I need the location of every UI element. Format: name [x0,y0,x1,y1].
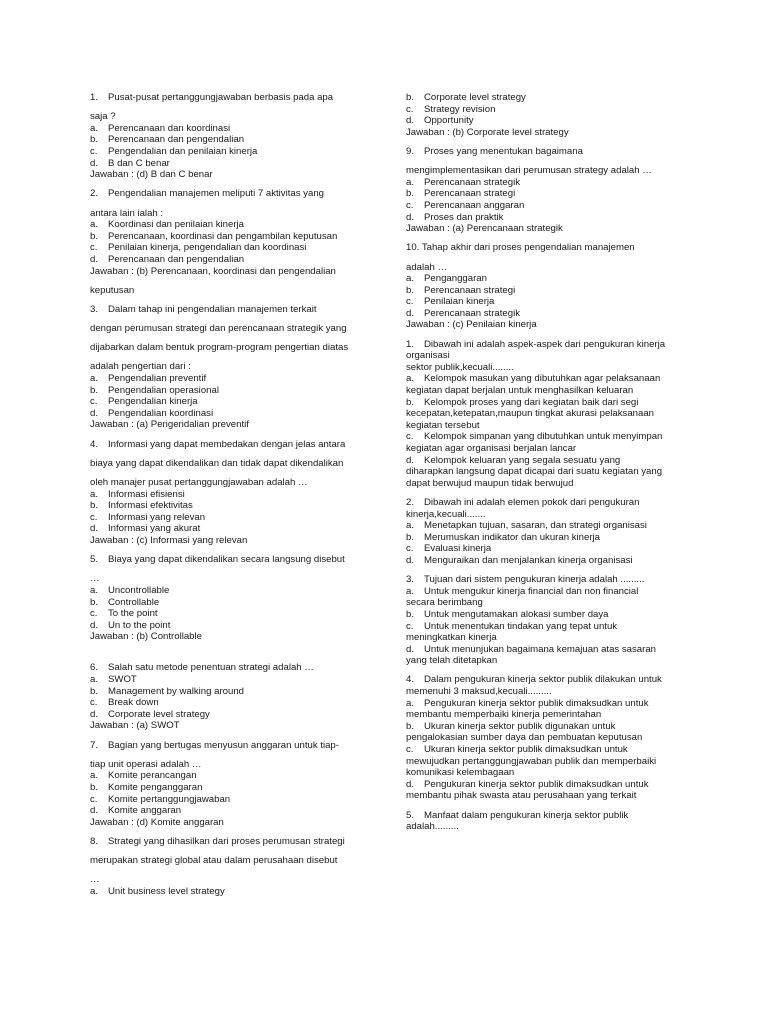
option-text: Menguraikan dan menjalankan kinerja organisasi [424,554,633,566]
option-letter: a. [406,697,415,709]
answer-option [406,543,706,555]
text-line: Jawaban : (b) Perencanaan, koordinasi dan pengendalian [90,265,336,277]
spacer [90,751,380,759]
text-line: tiap unit operasi adalah … [90,758,202,770]
text-line: membantu pihak swasta atau perusahaan yang terkait [406,790,637,802]
option-letter: b. [90,134,99,146]
option-letter: c. [90,242,98,254]
option-text: Informasi yang akurat [108,523,201,535]
option-letter: a. [90,122,99,134]
spacer [406,138,706,146]
question-number: 1. [406,338,415,350]
answer-option [90,146,380,158]
text-line: pengalokasian sumber daya dan pembuatan keputusan [406,732,643,744]
option-text: Controllable [108,596,160,608]
question-line [90,188,380,200]
answer-option [406,212,706,224]
answer-option [406,455,706,467]
text-line: kecepatan,ketepatan,maupun tingkat akurasi pelaksanaan [406,408,655,420]
answer-option [406,104,706,116]
question-number: 7. [90,739,99,751]
right-column [406,92,706,833]
option-text: Perencanaan strategi [424,188,516,200]
text-line: sektor publik,kecuali........ [406,361,514,373]
option-letter: b. [90,685,99,697]
option-text: To the point [108,608,158,620]
text-line: Jawaban : (c) Penilaian kinerja [406,319,537,331]
text-line: kinerja,kecuali....... [406,508,486,520]
option-letter: b. [406,720,415,732]
option-letter: d. [90,407,99,419]
answer-option [406,200,706,212]
spacer [90,547,380,555]
answer-option [90,523,380,535]
answer-option [406,698,706,710]
answer-option [90,674,380,686]
question-line [406,674,706,686]
option-text: Perencanaan strategik [424,176,520,188]
answer-option [90,158,380,170]
question-number: 4. [90,438,99,450]
question-number: 3. [406,574,415,586]
answer-option [406,609,706,621]
spacer [90,828,380,836]
option-letter: d. [406,643,415,655]
spacer [90,315,380,323]
spacer [90,181,380,189]
question-text: Informasi yang dapat membedakan dengan jelas antara [108,438,346,450]
option-letter: b. [406,188,415,200]
answer-option [406,92,706,104]
answer-option [90,686,380,698]
answer-option [90,489,380,501]
option-letter: a. [90,885,99,897]
answer-option [90,709,380,721]
text-line: Jawaban : (c) Informasi yang relevan [90,534,248,546]
option-letter: a. [406,373,415,385]
spacer [90,655,380,663]
option-text: Corporate level strategy [108,708,210,720]
answer-option [90,512,380,524]
option-letter: d. [406,778,415,790]
option-text: Pengendalian operasional [108,384,219,396]
option-text: Proses dan praktik [424,211,504,223]
answer-option [90,231,380,243]
answer-option [406,397,706,409]
option-text: Koordinasi dan penilaian kinerja [108,219,245,231]
spacer [90,450,380,458]
text-line: kegiatan dapat berjalan untuk menghasilkan keluaran [406,385,634,397]
option-letter: c. [90,396,98,408]
question-text: Pengendalian manajemen meliputi 7 aktivitas yang [108,188,324,200]
text-line: Jawaban : (b) Controllable [90,631,202,643]
question-number: 5. [406,809,415,821]
option-text: Komite anggaran [108,805,182,817]
text-line: kegiatan agar organisasi berjalan lancar [406,443,577,454]
answer-option [406,586,706,598]
question-text: Manfaat dalam pengukuran kinerja sektor publik [424,809,629,821]
question-number: 9. [406,145,415,157]
text-line: membantu memperbaiki kinerja pemerintahan [406,709,602,721]
question-line [406,574,706,586]
option-letter: a. [406,585,415,597]
question-text: Bagian yang bertugas menyusun anggaran untuk tiap- [108,739,339,751]
option-text: Menetapkan tujuan, sasaran, dan strategi organisasi [424,520,647,532]
spacer [90,200,380,208]
answer-option [90,794,380,806]
text-line: Jawaban : (a) SWOT [90,720,180,732]
option-text: Perencanaan dan pengendalian [108,253,245,265]
text-line: kegiatan tersebut [406,419,480,431]
text-line: merupakan strategi global atau dalam perusahaan disebut [90,855,338,867]
option-text: Informasi efektivitas [108,500,193,512]
option-letter: c. [406,296,414,308]
option-letter: c. [90,145,98,157]
question-number: 2. [90,188,99,200]
left-column [90,92,380,898]
answer-option [406,744,706,756]
text-line: Jawaban : (d) B dan C benar [90,169,213,181]
option-text: Penganggaran [424,273,487,285]
option-text: B dan C benar [108,157,170,169]
text-line: memenuhi 3 maksud,kecuali......... [406,686,552,698]
text-line: 10. Tahap akhir dari proses pengendalian manajemen [406,242,635,254]
option-letter: c. [90,697,98,709]
option-letter: a. [90,584,99,596]
option-letter: b. [406,608,415,620]
spacer [90,867,380,875]
spacer [406,567,706,575]
answer-option [90,134,380,146]
text-line: antara lain ialah : [90,207,164,219]
spacer [90,431,380,439]
text-line: oleh manajer pusat pertanggungjawaban adalah … [90,476,308,488]
text-line: … [90,874,100,886]
option-text: Untuk menentukan tindakan yang tepat untuk [424,620,618,632]
option-letter: c. [90,511,98,523]
option-text: Kelompok masukan yang dibutuhkan agar pelaksanaan [424,373,661,385]
question-number: 3. [90,303,99,315]
spacer [90,277,380,285]
spacer [90,848,380,856]
text-line: secara berimbang [406,597,483,609]
option-text: Penilaian kinerja, pengendalian dan koordinasi [108,242,307,254]
spacer [90,354,380,362]
option-text: Uncontrollable [108,584,170,596]
answer-option [90,242,380,254]
option-letter: b. [406,92,415,103]
option-letter: a. [90,373,99,385]
answer-option [406,188,706,200]
answer-option [406,296,706,308]
answer-option [406,555,706,567]
option-letter: b. [90,782,99,793]
option-letter: a. [90,488,99,500]
option-letter: b. [90,596,99,608]
option-letter: d. [406,211,415,223]
question-line [90,304,380,316]
spacer [406,667,706,675]
question-text: Proses yang menentukan bagaimana [424,145,583,157]
option-text: Unit business level strategy [108,885,225,897]
answer-option [90,396,380,408]
spacer [406,489,706,497]
question-line [90,92,380,104]
spacer [90,104,380,112]
option-letter: b. [406,284,415,296]
question-number: 5. [90,554,99,566]
text-line: diharapkan langsung dapat dicapai dari suatu kegiatan yang [406,466,663,478]
question-text: Strategi yang dihasilkan dari proses perumusan strategi [108,835,345,847]
text-line: keputusan [90,284,135,296]
option-text: Informasi efisiensi [108,488,185,500]
option-letter: b. [406,396,415,408]
option-text: Untuk menunjukan bagaimana kemajuan atas sasaran [424,643,656,655]
question-text: Salah satu metode penentuan strategi adalah … [108,662,314,674]
option-letter: d. [90,619,99,631]
spacer [90,732,380,740]
question-text: Dalam tahap ini pengendalian manajemen terkait [108,303,317,315]
option-text: Pengendalian koordinasi [108,407,214,419]
option-letter: c. [406,543,414,555]
spacer [406,254,706,262]
option-letter: d. [90,523,99,535]
option-letter: c. [90,608,98,620]
option-text: Management by walking around [108,685,244,697]
spacer [406,235,706,243]
option-text: Ukuran kinerja sektor publik digunakan untuk [424,720,616,732]
option-text: Pengendalian preventif [108,373,207,385]
option-text: Pengendalian dan penilaian kinerja [108,145,258,157]
question-line [90,439,380,451]
spacer [90,566,380,574]
answer-option [406,520,706,532]
answer-option [406,373,706,385]
answer-option [406,273,706,285]
question-text: Pusat-pusat pertanggungjawaban berbasis pada apa [108,92,334,103]
question-line [90,836,380,848]
text-line: … [90,573,100,585]
answer-option [90,500,380,512]
answer-option [406,308,706,320]
answer-option [406,177,706,189]
answer-option [90,886,380,898]
answer-option [90,373,380,385]
answer-option [90,385,380,397]
text-line: adalah pengertian dari : [90,361,191,373]
option-letter: c. [406,103,414,115]
text-line: dapat berwujud maupun tidak berwujud [406,477,574,489]
option-text: Kelompok keluaran yang segala sesuatu yang [424,454,621,466]
question-number: 8. [90,835,99,847]
option-letter: a. [90,219,99,231]
option-text: Perencanaan dan koordinasi [108,122,231,134]
text-line: biaya yang dapat dikendalikan dan tidak dapat dikendalikan [90,457,344,469]
answer-option [90,620,380,632]
option-letter: d. [90,805,99,817]
question-number: 4. [406,674,415,686]
question-line [90,554,380,566]
question-number: 6. [90,662,99,674]
option-text: Pengukuran kinerja sektor publik dimaksudkan untuk [424,778,649,790]
answer-option [406,285,706,297]
option-text: Perencanaan dan pengendalian [108,134,245,146]
option-letter: d. [406,454,415,466]
answer-option [406,621,706,633]
option-text: Perencanaan strategi [424,284,516,296]
text-line: dengan perumusan strategi dan perencanaan strategik yang [90,323,347,335]
option-text: Opportunity [424,115,474,127]
option-letter: c. [406,620,414,632]
spacer [90,296,380,304]
option-text: Corporate level strategy [424,92,526,103]
option-letter: d. [406,554,415,566]
answer-option [406,115,706,127]
answer-option [406,431,706,443]
option-text: Kelompok proses yang dari kegiatan baik dari segi [424,396,639,408]
question-line [406,810,706,822]
option-text: SWOT [108,674,137,686]
option-text: Perencanaan anggaran [424,199,525,211]
option-text: Informasi yang relevan [108,511,206,523]
option-text: Perencanaan strategik [424,307,520,319]
text-line: Jawaban : (a) Pengendalian preventif [90,419,249,431]
answer-option [90,597,380,609]
option-letter: b. [90,500,99,512]
answer-option [90,585,380,597]
question-text: Biaya yang dapat dikendalikan secara langsung disebut [108,554,345,566]
question-line [406,497,706,509]
option-letter: a. [406,176,415,188]
option-text: Komite pertanggungjawaban [108,793,231,805]
question-number: 1. [90,92,99,103]
text-line: Jawaban : (d) Komite anggaran [90,816,224,828]
answer-option [90,219,380,231]
answer-option [406,644,706,656]
answer-option [90,608,380,620]
option-letter: c. [406,744,414,756]
question-line [406,146,706,158]
option-text: Untuk mengukur kinerja financial dan non financial [424,585,639,597]
spacer [406,158,706,166]
spacer [406,802,706,810]
question-text: Dalam pengukuran kinerja sektor publik dilakukan untuk [424,674,662,686]
question-line [406,339,706,351]
option-text: Un to the point [108,619,171,631]
option-letter: d. [90,253,99,265]
question-text: Dibawah ini adalah elemen pokok dari pengukuran [424,496,640,508]
answer-option [90,408,380,420]
text-line: Jawaban : (b) Corporate level strategy [406,126,569,138]
option-text: Komite perancangan [108,770,197,782]
answer-option [406,721,706,733]
answer-option [90,805,380,817]
text-line: mengimplementasikan dari perumusan strategy adalah … [406,165,652,177]
spacer [90,469,380,477]
spacer [90,643,380,655]
option-letter: a. [90,674,99,686]
answer-option [90,770,380,782]
option-text: Ukuran kinerja sektor publik dimaksudkan untuk [424,744,628,756]
option-text: Pengendalian kinerja [108,396,198,408]
option-letter: d. [406,307,415,319]
answer-option [406,532,706,544]
option-letter: c. [406,199,414,211]
spacer [90,335,380,343]
question-line [90,662,380,674]
text-line: saja ? [90,111,116,123]
text-line: komunikasi kelembagaan [406,767,515,779]
option-text: Kelompok simpanan yang dibutuhkan untuk menyimpan [424,431,663,443]
text-line: Jawaban : (a) Perencanaan strategik [406,223,563,235]
question-text: Tujuan dari sistem pengukuran kinerja adalah ......... [424,574,645,586]
option-letter: b. [406,531,415,543]
option-letter: b. [90,230,99,242]
question-number: 2. [406,496,415,508]
answer-option [406,779,706,791]
option-text: Komite penganggaran [108,782,203,793]
answer-option [90,254,380,266]
option-text: Strategy revision [424,103,496,115]
text-line: meningkatkan kinerja [406,632,497,644]
question-text: Dibawah ini adalah aspek-aspek dari pengukuran kinerja [424,338,666,350]
text-line: adalah......... [406,821,459,833]
text-line: dijabarkan dalam bentuk program-program pengertian diatas [90,342,349,354]
spacer [406,331,706,339]
option-text: Perencanaan, koordinasi dan pengambilan keputusan [108,230,338,242]
option-text: Penilaian kinerja [424,296,495,308]
answer-option [90,123,380,135]
question-line [90,740,380,752]
option-text: Evaluasi kinerja [424,543,492,555]
option-text: Untuk mengutamakan alokasi sumber daya [424,608,609,620]
answer-option [90,697,380,709]
option-letter: d. [406,115,415,127]
option-letter: c. [90,793,98,805]
option-letter: a. [90,770,99,782]
answer-option [90,782,380,794]
text-line: adalah … [406,261,448,273]
option-letter: d. [90,708,99,720]
option-text: Break down [108,697,159,709]
text-line: yang telah ditetapkan [406,655,498,667]
option-letter: a. [406,273,415,285]
option-text: Pengukuran kinerja sektor publik dimaksudkan untuk [424,697,649,709]
option-text: Merumuskan indikator dan ukuran kinerja [424,531,600,543]
option-letter: b. [90,384,99,396]
text-line: mewujudkan pertanggungjawaban publik dan memperbaiki [406,755,657,767]
option-letter: c. [406,431,414,443]
option-letter: d. [90,157,99,169]
text-line: organisasi [406,350,450,362]
option-letter: a. [406,520,415,532]
